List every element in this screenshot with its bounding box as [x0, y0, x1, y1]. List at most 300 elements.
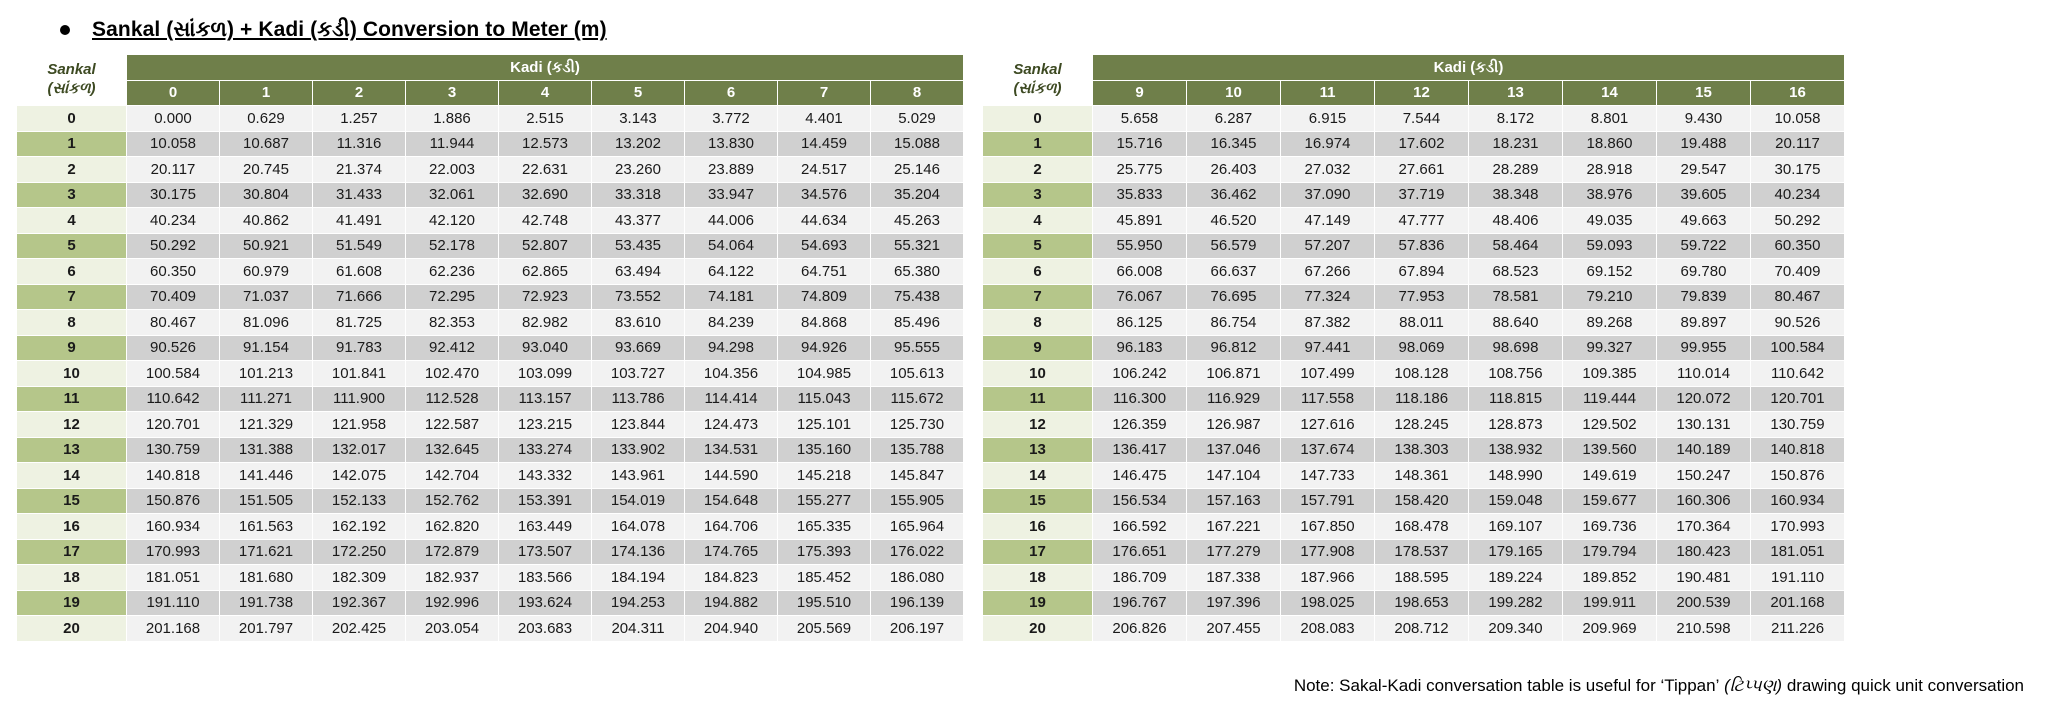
cell-value: 150.876 [127, 488, 220, 514]
cell-value: 123.844 [592, 412, 685, 438]
cell-value: 169.107 [1469, 514, 1563, 540]
cell-value: 89.897 [1657, 310, 1751, 336]
cell-value: 186.709 [1093, 565, 1187, 591]
cell-value: 10.058 [127, 131, 220, 157]
cell-value: 15.088 [871, 131, 964, 157]
cell-value: 139.560 [1563, 437, 1657, 463]
cell-value: 101.213 [220, 361, 313, 387]
row-header-sankal-5: 5 [983, 233, 1093, 259]
cell-value: 117.558 [1281, 386, 1375, 412]
table-row [983, 182, 1845, 208]
cell-value: 49.035 [1563, 208, 1657, 234]
table-row [17, 361, 964, 387]
table-row [983, 157, 1845, 183]
cell-value: 172.250 [313, 539, 406, 565]
cell-value: 107.499 [1281, 361, 1375, 387]
table-row [17, 590, 964, 616]
table-row [983, 539, 1845, 565]
cell-value: 79.839 [1657, 284, 1751, 310]
table-row [17, 539, 964, 565]
column-header-kadi-4: 4 [499, 80, 592, 106]
cell-value: 142.075 [313, 463, 406, 489]
cell-value: 86.754 [1187, 310, 1281, 336]
cell-value: 71.037 [220, 284, 313, 310]
cell-value: 167.850 [1281, 514, 1375, 540]
cell-value: 26.403 [1187, 157, 1281, 183]
cell-value: 132.645 [406, 437, 499, 463]
cell-value: 120.701 [1751, 386, 1845, 412]
cell-value: 190.481 [1657, 565, 1751, 591]
table-row [17, 233, 964, 259]
cell-value: 184.823 [685, 565, 778, 591]
cell-value: 5.029 [871, 106, 964, 132]
cell-value: 113.786 [592, 386, 685, 412]
cell-value: 179.165 [1469, 539, 1563, 565]
cell-value: 59.722 [1657, 233, 1751, 259]
cell-value: 111.900 [313, 386, 406, 412]
cell-value: 23.889 [685, 157, 778, 183]
cell-value: 208.083 [1281, 616, 1375, 642]
cell-value: 181.051 [127, 565, 220, 591]
cell-value: 1.886 [406, 106, 499, 132]
cell-value: 131.388 [220, 437, 313, 463]
row-header-sankal-20: 20 [17, 616, 127, 642]
row-header-sankal-8: 8 [17, 310, 127, 336]
conversion-table-left-wrapper [16, 54, 964, 642]
cell-value: 201.168 [1751, 590, 1845, 616]
cell-value: 39.605 [1657, 182, 1751, 208]
table-row [17, 182, 964, 208]
cell-value: 21.374 [313, 157, 406, 183]
cell-value: 37.090 [1281, 182, 1375, 208]
cell-value: 81.725 [313, 310, 406, 336]
page-title-text: Sankal (સાંકળ) + Kadi (કડી) Conversion to Meter (m) [92, 18, 607, 41]
cell-value: 162.192 [313, 514, 406, 540]
corner-header-line2: (સાંકળ) [1013, 80, 1062, 97]
cell-value: 40.862 [220, 208, 313, 234]
cell-value: 11.316 [313, 131, 406, 157]
cell-value: 160.934 [127, 514, 220, 540]
cell-value: 175.393 [778, 539, 871, 565]
cell-value: 84.868 [778, 310, 871, 336]
cell-value: 192.996 [406, 590, 499, 616]
column-header-kadi-8: 8 [871, 80, 964, 106]
cell-value: 138.303 [1375, 437, 1469, 463]
column-header-kadi-3: 3 [406, 80, 499, 106]
table-row [17, 335, 964, 361]
cell-value: 92.412 [406, 335, 499, 361]
table-header-row-columns [17, 80, 964, 106]
cell-value: 133.274 [499, 437, 592, 463]
cell-value: 30.804 [220, 182, 313, 208]
row-header-sankal-11: 11 [17, 386, 127, 412]
cell-value: 43.377 [592, 208, 685, 234]
cell-value: 74.809 [778, 284, 871, 310]
cell-value: 135.160 [778, 437, 871, 463]
cell-value: 191.110 [127, 590, 220, 616]
cell-value: 142.704 [406, 463, 499, 489]
cell-value: 84.239 [685, 310, 778, 336]
cell-value: 9.430 [1657, 106, 1751, 132]
cell-value: 72.295 [406, 284, 499, 310]
cell-value: 178.537 [1375, 539, 1469, 565]
cell-value: 20.745 [220, 157, 313, 183]
cell-value: 106.871 [1187, 361, 1281, 387]
cell-value: 119.444 [1563, 386, 1657, 412]
row-header-sankal-10: 10 [17, 361, 127, 387]
cell-value: 15.716 [1093, 131, 1187, 157]
cell-value: 100.584 [127, 361, 220, 387]
cell-value: 168.478 [1375, 514, 1469, 540]
table-row [983, 233, 1845, 259]
cell-value: 5.658 [1093, 106, 1187, 132]
table-row [17, 259, 964, 285]
cell-value: 164.706 [685, 514, 778, 540]
cell-value: 82.353 [406, 310, 499, 336]
cell-value: 138.932 [1469, 437, 1563, 463]
cell-value: 148.361 [1375, 463, 1469, 489]
cell-value: 76.067 [1093, 284, 1187, 310]
cell-value: 141.446 [220, 463, 313, 489]
cell-value: 147.733 [1281, 463, 1375, 489]
cell-value: 120.072 [1657, 386, 1751, 412]
column-header-kadi-5: 5 [592, 80, 685, 106]
table-row [17, 412, 964, 438]
cell-value: 88.640 [1469, 310, 1563, 336]
cell-value: 167.221 [1187, 514, 1281, 540]
cell-value: 30.175 [127, 182, 220, 208]
cell-value: 33.947 [685, 182, 778, 208]
cell-value: 177.908 [1281, 539, 1375, 565]
cell-value: 103.727 [592, 361, 685, 387]
conversion-table-right-wrapper [982, 54, 1845, 642]
cell-value: 4.401 [778, 106, 871, 132]
cell-value: 206.826 [1093, 616, 1187, 642]
cell-value: 181.680 [220, 565, 313, 591]
cell-value: 66.008 [1093, 259, 1187, 285]
footer-note-gujarati: (ટિપ્પણ) [1719, 676, 1787, 695]
cell-value: 28.289 [1469, 157, 1563, 183]
cell-value: 207.455 [1187, 616, 1281, 642]
cell-value: 173.507 [499, 539, 592, 565]
cell-value: 208.712 [1375, 616, 1469, 642]
row-header-sankal-1: 1 [17, 131, 127, 157]
cell-value: 78.581 [1469, 284, 1563, 310]
cell-value: 130.759 [1751, 412, 1845, 438]
cell-value: 40.234 [127, 208, 220, 234]
conversion-table-right [982, 54, 1845, 642]
cell-value: 48.406 [1469, 208, 1563, 234]
table-row [983, 412, 1845, 438]
table-row [983, 335, 1845, 361]
cell-value: 100.584 [1751, 335, 1845, 361]
cell-value: 157.791 [1281, 488, 1375, 514]
tables-container [0, 54, 2048, 642]
corner-header-sankal [983, 55, 1093, 106]
cell-value: 182.309 [313, 565, 406, 591]
table-row [983, 284, 1845, 310]
row-header-sankal-6: 6 [983, 259, 1093, 285]
cell-value: 13.202 [592, 131, 685, 157]
cell-value: 83.610 [592, 310, 685, 336]
cell-value: 176.651 [1093, 539, 1187, 565]
cell-value: 209.969 [1563, 616, 1657, 642]
cell-value: 44.006 [685, 208, 778, 234]
cell-value: 52.178 [406, 233, 499, 259]
row-header-sankal-16: 16 [17, 514, 127, 540]
cell-value: 137.046 [1187, 437, 1281, 463]
table-row [17, 131, 964, 157]
cell-value: 6.915 [1281, 106, 1375, 132]
cell-value: 96.812 [1187, 335, 1281, 361]
cell-value: 110.642 [127, 386, 220, 412]
cell-value: 189.224 [1469, 565, 1563, 591]
cell-value: 129.502 [1563, 412, 1657, 438]
column-header-kadi-14: 14 [1563, 80, 1657, 106]
cell-value: 38.976 [1563, 182, 1657, 208]
row-header-sankal-14: 14 [983, 463, 1093, 489]
cell-value: 60.350 [127, 259, 220, 285]
cell-value: 125.101 [778, 412, 871, 438]
cell-value: 120.701 [127, 412, 220, 438]
cell-value: 203.683 [499, 616, 592, 642]
cell-value: 27.032 [1281, 157, 1375, 183]
cell-value: 51.549 [313, 233, 406, 259]
conversion-table-left [16, 54, 964, 642]
cell-value: 183.566 [499, 565, 592, 591]
cell-value: 0.000 [127, 106, 220, 132]
cell-value: 69.152 [1563, 259, 1657, 285]
cell-value: 188.595 [1375, 565, 1469, 591]
cell-value: 17.602 [1375, 131, 1469, 157]
corner-header-sankal [17, 55, 127, 106]
row-header-sankal-0: 0 [17, 106, 127, 132]
cell-value: 10.687 [220, 131, 313, 157]
cell-value: 30.175 [1751, 157, 1845, 183]
cell-value: 133.902 [592, 437, 685, 463]
column-header-kadi-16: 16 [1751, 80, 1845, 106]
row-header-sankal-19: 19 [17, 590, 127, 616]
cell-value: 150.247 [1657, 463, 1751, 489]
cell-value: 126.987 [1187, 412, 1281, 438]
cell-value: 94.298 [685, 335, 778, 361]
cell-value: 110.014 [1657, 361, 1751, 387]
column-header-kadi-2: 2 [313, 80, 406, 106]
row-header-sankal-9: 9 [983, 335, 1093, 361]
row-header-sankal-7: 7 [983, 284, 1093, 310]
cell-value: 155.277 [778, 488, 871, 514]
cell-value: 86.125 [1093, 310, 1187, 336]
cell-value: 121.958 [313, 412, 406, 438]
cell-value: 166.592 [1093, 514, 1187, 540]
cell-value: 57.836 [1375, 233, 1469, 259]
cell-value: 180.423 [1657, 539, 1751, 565]
cell-value: 179.794 [1563, 539, 1657, 565]
row-header-sankal-19: 19 [983, 590, 1093, 616]
row-header-sankal-4: 4 [17, 208, 127, 234]
cell-value: 170.364 [1657, 514, 1751, 540]
table-row [17, 386, 964, 412]
cell-value: 140.818 [127, 463, 220, 489]
row-header-sankal-13: 13 [17, 437, 127, 463]
cell-value: 128.873 [1469, 412, 1563, 438]
cell-value: 70.409 [127, 284, 220, 310]
row-header-sankal-9: 9 [17, 335, 127, 361]
row-header-sankal-17: 17 [983, 539, 1093, 565]
cell-value: 0.629 [220, 106, 313, 132]
cell-value: 151.505 [220, 488, 313, 514]
cell-value: 146.475 [1093, 463, 1187, 489]
table-row [983, 437, 1845, 463]
cell-value: 106.242 [1093, 361, 1187, 387]
cell-value: 56.579 [1187, 233, 1281, 259]
cell-value: 116.929 [1187, 386, 1281, 412]
table-row [17, 310, 964, 336]
table-row [983, 131, 1845, 157]
cell-value: 13.830 [685, 131, 778, 157]
cell-value: 3.143 [592, 106, 685, 132]
cell-value: 2.515 [499, 106, 592, 132]
cell-value: 67.266 [1281, 259, 1375, 285]
cell-value: 209.340 [1469, 616, 1563, 642]
cell-value: 189.852 [1563, 565, 1657, 591]
cell-value: 187.338 [1187, 565, 1281, 591]
cell-value: 154.648 [685, 488, 778, 514]
cell-value: 161.563 [220, 514, 313, 540]
table-row [17, 488, 964, 514]
cell-value: 90.526 [127, 335, 220, 361]
cell-value: 63.494 [592, 259, 685, 285]
table-header-row-group [983, 55, 1845, 81]
cell-value: 62.236 [406, 259, 499, 285]
cell-value: 104.985 [778, 361, 871, 387]
footer-note [1294, 676, 2024, 696]
group-header-kadi: Kadi (કડી) [127, 55, 964, 81]
cell-value: 8.172 [1469, 106, 1563, 132]
cell-value: 113.157 [499, 386, 592, 412]
cell-value: 3.772 [685, 106, 778, 132]
column-header-kadi-13: 13 [1469, 80, 1563, 106]
cell-value: 18.231 [1469, 131, 1563, 157]
cell-value: 81.096 [220, 310, 313, 336]
cell-value: 128.245 [1375, 412, 1469, 438]
cell-value: 192.367 [313, 590, 406, 616]
cell-value: 194.253 [592, 590, 685, 616]
cell-value: 98.069 [1375, 335, 1469, 361]
cell-value: 140.189 [1657, 437, 1751, 463]
cell-value: 89.268 [1563, 310, 1657, 336]
column-header-kadi-11: 11 [1281, 80, 1375, 106]
cell-value: 165.964 [871, 514, 964, 540]
cell-value: 204.311 [592, 616, 685, 642]
cell-value: 130.759 [127, 437, 220, 463]
column-header-kadi-9: 9 [1093, 80, 1187, 106]
cell-value: 47.149 [1281, 208, 1375, 234]
cell-value: 156.534 [1093, 488, 1187, 514]
corner-header-line1: Sankal [1013, 61, 1062, 79]
cell-value: 136.417 [1093, 437, 1187, 463]
cell-value: 176.022 [871, 539, 964, 565]
cell-value: 50.292 [127, 233, 220, 259]
cell-value: 171.621 [220, 539, 313, 565]
table-row [17, 284, 964, 310]
cell-value: 16.974 [1281, 131, 1375, 157]
corner-header-line1: Sankal [47, 61, 96, 79]
cell-value: 34.576 [778, 182, 871, 208]
row-header-sankal-20: 20 [983, 616, 1093, 642]
cell-value: 73.552 [592, 284, 685, 310]
cell-value: 12.573 [499, 131, 592, 157]
cell-value: 14.459 [778, 131, 871, 157]
cell-value: 109.385 [1563, 361, 1657, 387]
table-row [983, 488, 1845, 514]
cell-value: 152.762 [406, 488, 499, 514]
cell-value: 159.677 [1563, 488, 1657, 514]
cell-value: 159.048 [1469, 488, 1563, 514]
cell-value: 116.300 [1093, 386, 1187, 412]
cell-value: 60.979 [220, 259, 313, 285]
row-header-sankal-16: 16 [983, 514, 1093, 540]
cell-value: 87.382 [1281, 310, 1375, 336]
table-row [17, 616, 964, 642]
cell-value: 191.110 [1751, 565, 1845, 591]
table-row [17, 157, 964, 183]
table-header-row-columns [983, 80, 1845, 106]
cell-value: 134.531 [685, 437, 778, 463]
row-header-sankal-13: 13 [983, 437, 1093, 463]
cell-value: 61.608 [313, 259, 406, 285]
cell-value: 203.054 [406, 616, 499, 642]
cell-value: 154.019 [592, 488, 685, 514]
cell-value: 79.210 [1563, 284, 1657, 310]
cell-value: 18.860 [1563, 131, 1657, 157]
cell-value: 160.934 [1751, 488, 1845, 514]
cell-value: 114.414 [685, 386, 778, 412]
row-header-sankal-8: 8 [983, 310, 1093, 336]
cell-value: 150.876 [1751, 463, 1845, 489]
row-header-sankal-17: 17 [17, 539, 127, 565]
column-header-kadi-15: 15 [1657, 80, 1751, 106]
cell-value: 50.292 [1751, 208, 1845, 234]
cell-value: 195.510 [778, 590, 871, 616]
row-header-sankal-10: 10 [983, 361, 1093, 387]
cell-value: 101.841 [313, 361, 406, 387]
row-header-sankal-2: 2 [983, 157, 1093, 183]
row-header-sankal-4: 4 [983, 208, 1093, 234]
cell-value: 52.807 [499, 233, 592, 259]
cell-value: 45.263 [871, 208, 964, 234]
cell-value: 155.905 [871, 488, 964, 514]
column-header-kadi-0: 0 [127, 80, 220, 106]
row-header-sankal-14: 14 [17, 463, 127, 489]
cell-value: 211.226 [1751, 616, 1845, 642]
cell-value: 49.663 [1657, 208, 1751, 234]
cell-value: 181.051 [1751, 539, 1845, 565]
cell-value: 65.380 [871, 259, 964, 285]
cell-value: 143.961 [592, 463, 685, 489]
row-header-sankal-11: 11 [983, 386, 1093, 412]
table-row [983, 361, 1845, 387]
cell-value: 198.653 [1375, 590, 1469, 616]
footer-note-prefix: Note: Sakal-Kadi conversation table is useful for ‘Tippan’ [1293, 676, 1720, 695]
cell-value: 206.197 [871, 616, 964, 642]
cell-value: 137.674 [1281, 437, 1375, 463]
cell-value: 93.669 [592, 335, 685, 361]
cell-value: 121.329 [220, 412, 313, 438]
cell-value: 80.467 [127, 310, 220, 336]
row-header-sankal-1: 1 [983, 131, 1093, 157]
cell-value: 144.590 [685, 463, 778, 489]
